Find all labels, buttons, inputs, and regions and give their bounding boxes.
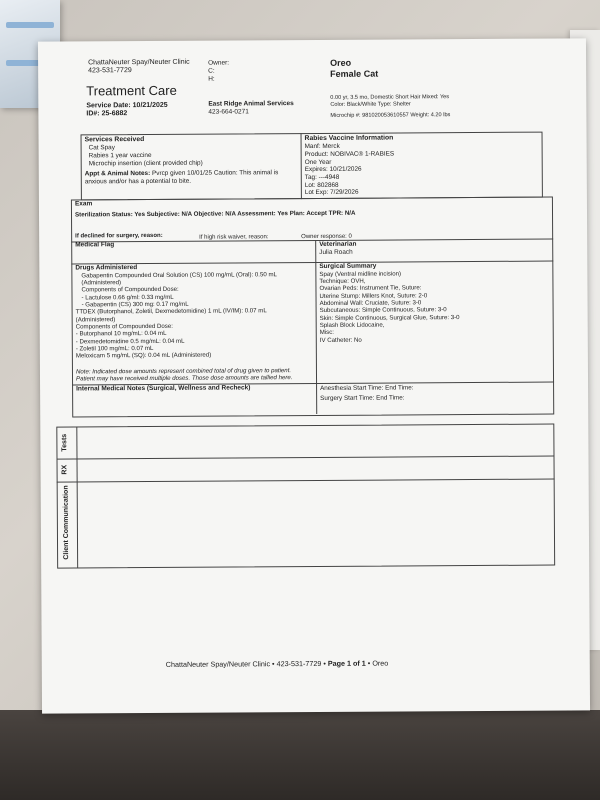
clinic-phone: 423-531-7729 xyxy=(88,67,132,75)
medical-flag-heading: Medical Flag xyxy=(75,241,115,249)
drug-line: - Zoletil 100 mg/mL: 0.07 mL xyxy=(75,344,154,353)
rabies-line: Lot: 802868 xyxy=(304,181,339,189)
internal-notes-heading: Internal Medical Notes (Surgical, Wellness and Recheck) xyxy=(76,384,251,393)
surgery-time: Surgery Start Time: End Time: xyxy=(320,393,405,402)
drug-line: - Lactulose 0.66 g/ml: 0.33 mg/mL xyxy=(81,293,174,302)
service-item: Cat Spay xyxy=(88,144,115,152)
patient-id: ID#: 25-6882 xyxy=(86,110,128,118)
floor xyxy=(0,710,600,800)
drugs-heading: Drugs Administered xyxy=(75,264,138,272)
shelter-block xyxy=(208,100,293,116)
drug-line: Components of Compounded Dose: xyxy=(81,286,179,294)
pet-details-age: 0.00 yr, 3.5 mo, Domestic Short Hair Mixed: Yes xyxy=(330,94,450,101)
clinic-name: ChattaNeuter Spay/Neuter Clinic xyxy=(88,58,190,67)
appt-notes-label: Appt & Animal Notes: xyxy=(84,170,151,178)
drug-line: - Gabapentin (CS) 300 mg: 0.17 mg/mL xyxy=(81,300,189,309)
pet-details xyxy=(330,94,450,120)
surgical-line: Ovarian Peds: Instrument Tie, Suture: xyxy=(319,284,422,293)
treatment-care-sheet xyxy=(38,38,590,713)
pet-header xyxy=(330,58,378,80)
exam-heading: Exam xyxy=(74,200,93,208)
drug-line: Components of Compounded Dose: xyxy=(75,322,173,331)
service-item: Rabies 1 year vaccine xyxy=(88,151,152,160)
surgical-line: Subcutaneous: Simple Continuous, Suture: 3-0 xyxy=(319,306,447,315)
waiver-reason: If high risk waiver, reason: xyxy=(199,234,269,241)
rx-label: RX xyxy=(61,464,69,475)
drug-line: - Dexmedetomidine 0.5 mg/mL: 0.04 mL xyxy=(75,337,185,346)
services-heading: Services Received xyxy=(84,136,145,144)
owner-h: H: xyxy=(208,75,215,83)
drug-line: TTDEX (Butorphanol, Zoletil, Dexmedetomidine) 1 mL (IV/IM): 0.07 mL xyxy=(75,307,267,316)
rabies-line: Tag: ---4948 xyxy=(304,173,340,181)
surgical-heading: Surgical Summary xyxy=(319,262,377,270)
rabies-line: Lot Exp: 7/29/2026 xyxy=(304,189,359,197)
surgical-line: Technique: OVH, xyxy=(319,277,366,286)
pet-microchip: Microchip #: 981020053610557 Weight: 4.20 lbs xyxy=(330,112,451,120)
footer-phone: 423-531-7729 xyxy=(276,658,322,669)
drug-line: (Administered) xyxy=(75,315,116,324)
drug-line: Meloxicam 5 mg/mL (SQ): 0.04 mL (Administered) xyxy=(75,351,212,360)
drug-note: Note: Indicated dose amounts represent combined total of drug given to patient. xyxy=(75,366,292,376)
rabies-line: One Year xyxy=(304,158,332,166)
service-item: Microchip insertion (client provided chip) xyxy=(88,159,203,167)
shelter-phone: 423-664-0271 xyxy=(208,108,249,116)
declined-reason: If declined for surgery, reason: xyxy=(75,232,163,240)
owner-label: Owner: xyxy=(208,59,230,67)
surgical-line: Splash Block Lidocaine, xyxy=(319,321,385,329)
pet-name: Oreo xyxy=(330,57,352,68)
tests-label: Tests xyxy=(61,433,69,452)
services-section xyxy=(85,135,285,186)
client-communication-label: Client Communication xyxy=(62,485,71,560)
veterinarian-block xyxy=(319,241,356,257)
surgical-line: Uterine Stump: Millers Knot, Suture: 2-0 xyxy=(319,292,428,300)
rabies-line: Manf: Merck xyxy=(304,142,340,151)
surgical-line: IV Catheter: No xyxy=(319,336,362,344)
lower-grid xyxy=(56,424,555,569)
surgical-line: Misc: xyxy=(319,329,334,337)
owner-response: Owner response: 0 xyxy=(301,233,352,241)
clinic-header xyxy=(88,59,190,76)
pet-type: Female Cat xyxy=(330,68,379,79)
rabies-line: Expires: 10/21/2026 xyxy=(304,165,362,174)
time-block xyxy=(320,384,414,402)
drug-line: Gabapentin Compounded Oral Solution (CS) 100 mg/mL (Oral): 0.50 mL xyxy=(81,271,277,280)
veterinarian-heading: Veterinarian xyxy=(319,240,357,248)
service-date: Service Date: 10/21/2025 xyxy=(86,101,168,110)
drug-line: (Administered) xyxy=(81,279,122,287)
footer-clinic: ChattaNeuter Spay/Neuter Clinic xyxy=(165,659,271,669)
rabies-heading: Rabies Vaccine Information xyxy=(304,134,394,143)
anesthesia-time: Anesthesia Start Time: End Time: xyxy=(320,384,414,392)
appt-notes xyxy=(85,169,285,186)
page-footer: ChattaNeuter Spay/Neuter Clinic • 423-531-7729 • Page 1 of 1 • Oreo xyxy=(165,658,389,669)
rabies-section xyxy=(305,135,395,198)
appt-notes-text: Pvrcp given 10/01/25 Caution: This animal is anxious and/or has a potential to bite. xyxy=(84,169,279,186)
footer-page: Page 1 of 1 xyxy=(327,658,366,668)
surgical-section xyxy=(319,262,459,344)
shelter-name: East Ridge Animal Services xyxy=(208,100,294,108)
surgical-line: Skin: Simple Continuous, Surgical Glue, Suture: 3-0 xyxy=(319,313,460,322)
surgical-line: Spay (Ventral midline incision) xyxy=(319,270,402,278)
veterinarian-name: Julia Roach xyxy=(319,248,353,256)
owner-c: C: xyxy=(208,67,215,75)
drug-line: - Butorphanol 10 mg/mL: 0.04 mL xyxy=(75,330,167,338)
footer-pet: Oreo xyxy=(372,658,389,668)
drugs-section xyxy=(75,263,292,382)
owner-block xyxy=(208,60,229,84)
surgical-line: Abdominal Wall: Cruciate, Suture: 3-0 xyxy=(319,299,422,308)
page-title: Treatment Care xyxy=(86,82,177,99)
rabies-line: Product: NOBIVAC® 1-RABIES xyxy=(304,150,395,158)
drug-note: Patient may have received multiple doses. Those dose amounts are tallied here. xyxy=(75,373,293,383)
pet-details-color: Color: Black/White Type: Shelter xyxy=(330,101,411,108)
exam-status-line: Sterilization Status: Yes Subjective: N/A Objective: N/A Assessment: Yes Plan: Accept TPR: N/A xyxy=(74,209,356,219)
